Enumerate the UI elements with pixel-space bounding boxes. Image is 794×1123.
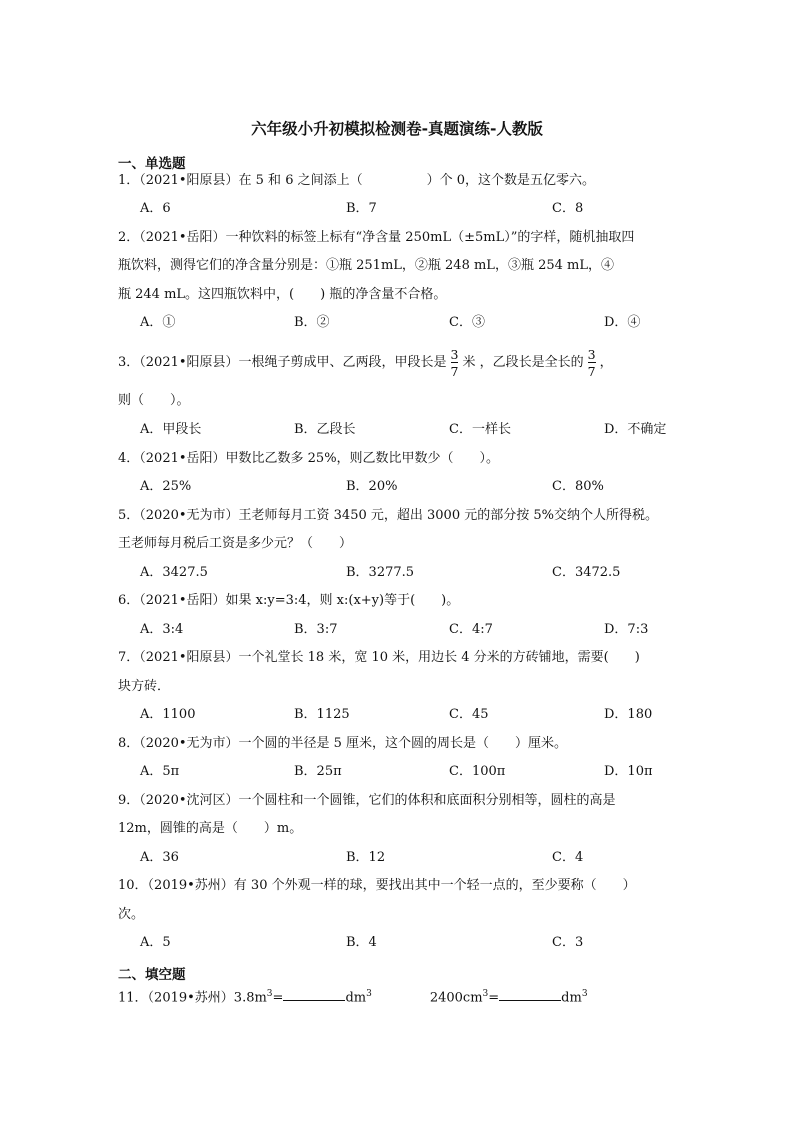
question-7-option-b: B．1125 [294, 707, 350, 722]
question-9-option-b: B．12 [346, 850, 386, 865]
question-6-option-d: D．7:3 [604, 622, 649, 637]
question-9-option-c: C．4 [552, 850, 584, 865]
section-heading-fill-blank: 二、填空题 [118, 967, 186, 983]
question-10-line-1: 10．（2019•苏州）有 30 个外观一样的球，要找出其中一个轻一点的，至少要称（ ） [118, 878, 636, 893]
question-2-option-d: D．④ [604, 315, 641, 330]
question-7-line-2: 块方砖． [118, 679, 171, 694]
question-5-line-1: 5．（2020•无为市）王老师每月工资 3450 元，超出 3000 元的部分按 5%交纳个人所得税。 [118, 508, 658, 523]
question-10-option-c: C．3 [552, 935, 584, 950]
question-7-option-d: D．180 [604, 707, 653, 722]
question-3-option-a: A．甲段长 [140, 422, 202, 437]
question-10-option-b: B．4 [346, 935, 377, 950]
page-title: 六年级小升初模拟检测卷-真题演练-人教版 [251, 120, 543, 138]
question-1-option-c: C．8 [552, 201, 584, 216]
question-6-line-1: 6．（2021•岳阳）如果 x:y=3:4，则 x:(x+y)等于( )。 [118, 593, 460, 608]
question-2-option-b: B．② [294, 315, 330, 330]
superscript-3: 3 [482, 989, 489, 999]
question-6-option-a: A．3:4 [140, 622, 184, 637]
question-11 [118, 984, 588, 1008]
question-5-option-b: B．3277.5 [346, 565, 415, 580]
fraction-1-numerator: 3 [450, 346, 459, 362]
question-8-option-a: A．5π [140, 764, 180, 779]
question-11-unit-1: dm [345, 990, 367, 1006]
question-1-text-a: 1．（2021•阳原县）在 5 和 6 之间添上（ [118, 173, 363, 188]
question-5-option-a: A．3427.5 [140, 565, 208, 580]
question-1-text-b: ）个 0，这个数是五亿零六。 [426, 173, 596, 188]
question-1-option-a: A．6 [140, 201, 171, 216]
question-8-line-1: 8．（2020•无为市）一个圆的半径是 5 厘米，这个圆的周长是（ ）厘米。 [118, 736, 568, 751]
question-10-option-a: A．5 [140, 935, 171, 950]
superscript-2: 3 [366, 989, 372, 999]
question-4-line-1: 4．（2021•岳阳）甲数比乙数多 25%，则乙数比甲数少（ ）。 [118, 451, 500, 466]
question-3-text-a: 3．（2021•阳原县）一根绳子剪成甲、乙两段，甲段长是 [118, 355, 447, 370]
answer-blank-2[interactable] [499, 986, 561, 1001]
answer-blank-1[interactable] [283, 986, 345, 1001]
question-10-line-2: 次。 [118, 907, 145, 922]
section-heading-single-choice: 一、单选题 [118, 156, 186, 172]
question-6-option-c: C．4:7 [449, 622, 493, 637]
question-7-option-c: C．45 [449, 707, 489, 722]
question-2-option-a: A．① [140, 315, 176, 330]
question-3-line-2: 则（ ）。 [118, 393, 190, 408]
question-7-option-a: A．1100 [140, 707, 196, 722]
question-8-option-c: C．100π [449, 764, 506, 779]
question-2-line-3: 瓶 244 mL。这四瓶饮料中，( ) 瓶的净含量不合格。 [118, 287, 447, 302]
question-3-line-1 [118, 346, 613, 380]
fraction-three-sevenths-2 [588, 347, 596, 379]
question-3-option-d: D．不确定 [604, 422, 667, 437]
question-11-equals-2: = [488, 990, 500, 1006]
question-3-option-b: B．乙段长 [294, 422, 356, 437]
question-3-text-c: ， [599, 355, 613, 370]
question-5-option-c: C．3472.5 [552, 565, 621, 580]
fraction-1-denominator: 7 [450, 363, 459, 379]
question-4-option-b: B．20% [346, 479, 398, 494]
question-7-line-1: 7．（2021•阳原县）一个礼堂长 18 米，宽 10 米，用边长 4 分米的方砖铺地，需要( ) [118, 650, 640, 665]
question-11-text-d: 2400cm [429, 990, 483, 1006]
question-3-option-c: C．一样长 [449, 422, 511, 437]
question-3-text-b: 米 ，乙段长是全长的 [462, 355, 584, 370]
question-9-line-1: 9．（2020•沈河区）一个圆柱和一个圆锥，它们的体积和底面积分别相等，圆柱的高是 [118, 793, 616, 808]
question-4-option-c: C．80% [552, 479, 604, 494]
fraction-three-sevenths-1 [451, 347, 459, 379]
question-9-line-2: 12m，圆锥的高是（ ）m。 [118, 821, 303, 836]
question-11-text-a: 11．（2019•苏州）3.8m [118, 990, 267, 1006]
question-11-unit-2: dm [561, 990, 582, 1006]
question-8-option-d: D．10π [604, 764, 653, 779]
question-6-option-b: B．3:7 [294, 622, 338, 637]
superscript-1: 3 [266, 989, 273, 999]
question-1 [118, 171, 595, 191]
question-1-option-b: B．7 [346, 201, 377, 216]
question-11-equals-1: = [272, 990, 284, 1006]
question-2-line-2: 瓶饮料，测得它们的净含量分别是：①瓶 251mL，②瓶 248 mL，③瓶 254 mL，④ [118, 258, 614, 273]
question-8-option-b: B．25π [294, 764, 342, 779]
fraction-2-numerator: 3 [587, 346, 596, 362]
question-9-option-a: A．36 [140, 850, 179, 865]
question-5-line-2: 王老师每月税后工资是多少元？（ ） [118, 536, 353, 551]
question-2-option-c: C．③ [449, 315, 485, 330]
question-2-line-1: 2．（2021•岳阳）一种饮料的标签上标有“净含量 250mL（±5mL）”的字样，随机抽取四 [118, 230, 635, 245]
superscript-4: 3 [581, 989, 588, 999]
fraction-2-denominator: 7 [587, 363, 596, 379]
question-4-option-a: A．25% [140, 479, 192, 494]
